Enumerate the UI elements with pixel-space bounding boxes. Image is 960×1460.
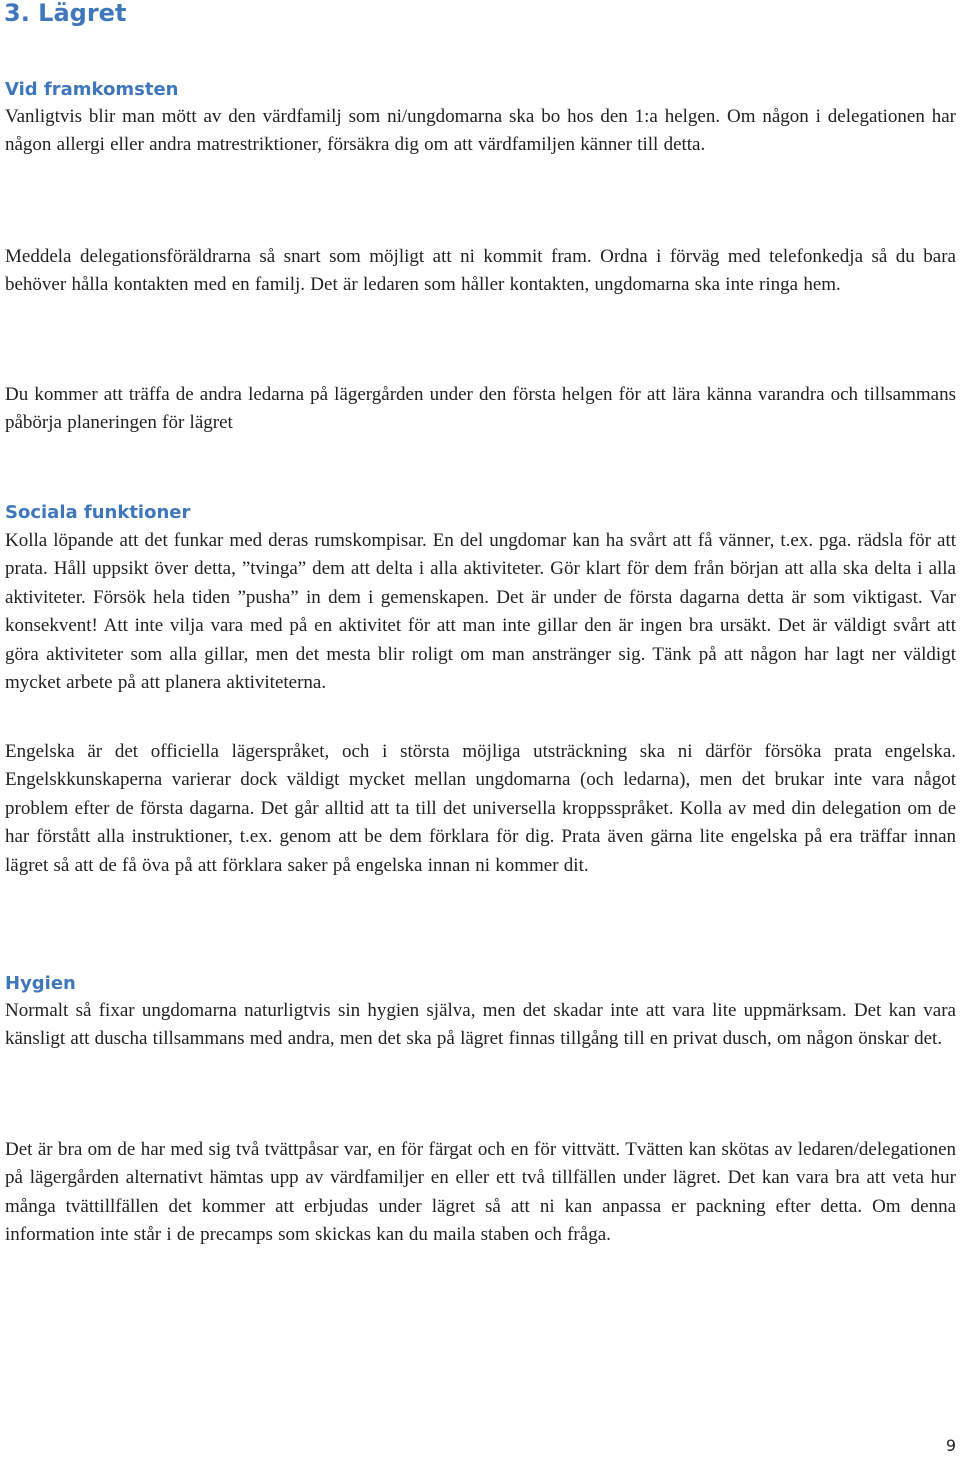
page-number: 9	[945, 1436, 956, 1455]
paragraph-arrival-hostfamily: Vanligtvis blir man mött av den värdfamilj som ni/ungdomarna ska bo hos den 1:a helgen. Om någon i delegationen har någon allergi eller andra matrestriktioner, försäkra dig om att värdfamiljen känner till detta.	[5, 106, 956, 156]
section-heading-vid-framkomsten: Vid framkomsten	[5, 79, 179, 100]
paragraph-notify-parents: Meddela delegationsföräldrarna så snart som möjligt att ni kommit fram. Ordna i förväg med telefonkedja så du bara behöver hålla kontakten med en familj. Det är ledaren som håller kontakten, ungdomarna ska inte ringa hem.	[5, 246, 956, 296]
paragraph-meet-leaders: Du kommer att träffa de andra ledarna på lägergården under den första helgen för att lära känna varandra och tillsammans påbörja planeringen för lägret	[5, 384, 956, 434]
chapter-title: 3. Lägret	[4, 0, 127, 27]
paragraph-social-functions: Kolla löpande att det funkar med deras rumskompisar. En del ungdomar kan ha svårt att få vänner, t.ex. pga. rädsla för att prata. Håll uppsikt över detta, ”tvinga” dem att delta i alla aktiviteter. Gör klart för dem från början att alla ska delta i alla aktiviteter. Försök hela tiden ”pusha” in dem i gemenskapen. Det är under de första dagarna detta är som viktigast. Var konsekvent! Att inte vilja vara med på en aktivitet för att man inte gillar den är ingen bra ursäkt. Det är väldigt svårt att göra aktiviteter som alla gillar, men det mesta blir roligt om man anstränger sig. Tänk på att någon har lagt ner väldigt mycket arbete på att planera aktiviteterna.	[5, 530, 956, 694]
paragraph-english-language: Engelska är det officiella lägerspråket, och i största möjliga utsträckning ska ni därför försöka prata engelska. Engelskkunskaperna varierar dock väldigt mycket mellan ungdomarna (och ledarna), men det brukar inte vara något problem efter de första dagarna. Det går alltid att ta till det universella kroppsspråket. Kolla av med din delegation om de har förstått alla instruktioner, t.ex. genom att be dem förklara för dig. Prata även gärna lite engelska på era träffar innan lägret så att de få öva på att förklara saker på engelska innan ni kommer dit.	[5, 741, 956, 876]
paragraph-laundry: Det är bra om de har med sig två tvättpåsar var, en för färgat och en för vittvätt. Tvätten kan skötas av ledaren/delegationen på lägergården alternativt hämtas upp av värdfamiljer en eller ett två tillfällen under lägret. Det kan vara bra att veta hur många tvättillfällen det kommer att erbjudas under lägret så att ni kan anpassa er packning efter detta. Om denna information inte står i de precamps som skickas kan du maila staben och fråga.	[5, 1139, 956, 1246]
section-heading-sociala-funktioner: Sociala funktioner	[5, 502, 191, 523]
paragraph-hygiene: Normalt så fixar ungdomarna naturligtvis sin hygien själva, men det skadar inte att vara lite uppmärksam. Det kan vara känsligt att duscha tillsammans med andra, men det ska på lägret finnas tillgång till en privat dusch, om någon önskar det.	[5, 1000, 956, 1050]
section-heading-hygien: Hygien	[5, 973, 76, 994]
